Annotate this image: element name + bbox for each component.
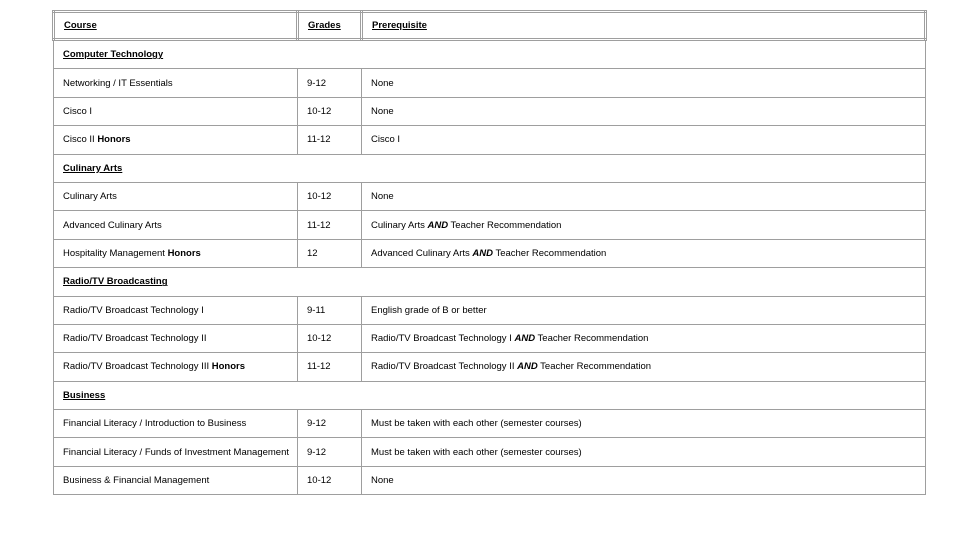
prerequisite-conjunction: AND bbox=[472, 247, 493, 259]
prerequisite-text: Advanced Culinary Arts bbox=[371, 247, 473, 259]
category-row bbox=[54, 40, 926, 69]
prerequisite-text: English grade of B or better bbox=[371, 304, 487, 316]
grades-cell: 9-11 bbox=[298, 296, 362, 324]
prerequisite-text: None bbox=[371, 105, 394, 117]
prerequisite-text: Cisco I bbox=[371, 134, 401, 146]
course-name: Radio/TV Broadcast Technology I bbox=[63, 304, 204, 316]
prerequisite-cell bbox=[362, 410, 926, 438]
course-cell bbox=[54, 466, 298, 494]
course-table bbox=[52, 10, 927, 495]
honors-label: Honors bbox=[167, 247, 201, 259]
prerequisite-text: Radio/TV Broadcast Technology I bbox=[371, 333, 515, 345]
grades-cell: 9-12 bbox=[298, 438, 362, 466]
table-row bbox=[54, 438, 926, 466]
table-row bbox=[54, 466, 926, 494]
course-name: Radio/TV Broadcast Technology III bbox=[63, 361, 212, 373]
prerequisite-text: Teacher Recommendation bbox=[535, 333, 649, 345]
course-cell bbox=[54, 410, 298, 438]
category-row bbox=[54, 154, 926, 182]
grades-cell: 12 bbox=[298, 239, 362, 267]
grades-cell: 11-12 bbox=[298, 211, 362, 239]
category-label: Business bbox=[54, 381, 926, 409]
table-row bbox=[54, 97, 926, 125]
prerequisite-cell bbox=[362, 466, 926, 494]
prerequisite-conjunction: AND bbox=[517, 361, 538, 373]
course-cell bbox=[54, 438, 298, 466]
course-name: Culinary Arts bbox=[63, 191, 117, 203]
course-cell bbox=[54, 126, 298, 154]
course-cell bbox=[54, 69, 298, 97]
prerequisite-text: Must be taken with each other (semester courses) bbox=[371, 418, 582, 430]
table-row bbox=[54, 353, 926, 381]
course-name: Financial Literacy / Introduction to Business bbox=[63, 418, 247, 430]
prerequisite-conjunction: AND bbox=[514, 333, 536, 345]
course-cell bbox=[54, 211, 298, 239]
course-cell bbox=[54, 353, 298, 381]
header-grades: Grades bbox=[298, 12, 362, 40]
course-cell bbox=[54, 239, 298, 267]
prerequisite-cell bbox=[362, 69, 926, 97]
course-name: Radio/TV Broadcast Technology II bbox=[63, 333, 207, 345]
prerequisite-text: Must be taken with each other (semester courses) bbox=[371, 446, 582, 458]
grades-cell: 10-12 bbox=[298, 466, 362, 494]
course-name: Networking / IT Essentials bbox=[63, 77, 173, 89]
prerequisite-cell bbox=[362, 324, 926, 352]
course-name: Cisco II bbox=[63, 134, 98, 146]
grades-cell: 10-12 bbox=[298, 182, 362, 210]
course-name: Advanced Culinary Arts bbox=[63, 219, 162, 231]
prerequisite-cell bbox=[362, 126, 926, 154]
course-cell bbox=[54, 97, 298, 125]
header-course: Course bbox=[54, 12, 298, 40]
category-label: Radio/TV Broadcasting bbox=[54, 268, 926, 296]
prerequisite-text: None bbox=[371, 475, 394, 487]
table-body bbox=[54, 40, 926, 495]
course-name: Cisco I bbox=[63, 105, 93, 117]
course-cell bbox=[54, 182, 298, 210]
grades-cell: 10-12 bbox=[298, 324, 362, 352]
grades-cell: 11-12 bbox=[298, 126, 362, 154]
table-row bbox=[54, 239, 926, 267]
grades-cell: 10-12 bbox=[298, 97, 362, 125]
table-row bbox=[54, 182, 926, 210]
prerequisite-text: Teacher Recommendation bbox=[492, 247, 607, 259]
prerequisite-conjunction: AND bbox=[427, 219, 449, 231]
course-name: Hospitality Management bbox=[63, 247, 168, 259]
category-label: Culinary Arts bbox=[54, 154, 926, 182]
course-cell bbox=[54, 324, 298, 352]
category-label: Computer Technology bbox=[54, 40, 926, 69]
prerequisite-cell bbox=[362, 239, 926, 267]
grades-cell: 9-12 bbox=[298, 410, 362, 438]
prerequisite-text: Teacher Recommendation bbox=[537, 361, 652, 373]
table-row bbox=[54, 296, 926, 324]
grades-cell: 9-12 bbox=[298, 69, 362, 97]
grades-cell: 11-12 bbox=[298, 353, 362, 381]
prerequisite-cell bbox=[362, 296, 926, 324]
honors-label: Honors bbox=[211, 361, 245, 373]
course-cell bbox=[54, 296, 298, 324]
table-row bbox=[54, 69, 926, 97]
prerequisite-cell bbox=[362, 438, 926, 466]
table-row bbox=[54, 324, 926, 352]
prerequisite-text: Radio/TV Broadcast Technology II bbox=[371, 361, 518, 373]
prerequisite-cell bbox=[362, 353, 926, 381]
prerequisite-cell bbox=[362, 211, 926, 239]
prerequisite-text: Teacher Recommendation bbox=[448, 219, 562, 231]
prerequisite-cell bbox=[362, 182, 926, 210]
course-name: Financial Literacy / Funds of Investment Management bbox=[63, 446, 290, 458]
prerequisite-text: None bbox=[371, 77, 394, 89]
prerequisite-cell bbox=[362, 97, 926, 125]
prerequisite-text: None bbox=[371, 191, 394, 203]
table-row bbox=[54, 126, 926, 154]
table-header-row bbox=[54, 12, 926, 40]
prerequisite-text: Culinary Arts bbox=[371, 219, 428, 231]
course-name: Business & Financial Management bbox=[63, 475, 210, 487]
honors-label: Honors bbox=[97, 134, 131, 146]
category-row bbox=[54, 268, 926, 296]
table-row bbox=[54, 410, 926, 438]
header-prerequisite: Prerequisite bbox=[362, 12, 926, 40]
table-row bbox=[54, 211, 926, 239]
category-row bbox=[54, 381, 926, 409]
